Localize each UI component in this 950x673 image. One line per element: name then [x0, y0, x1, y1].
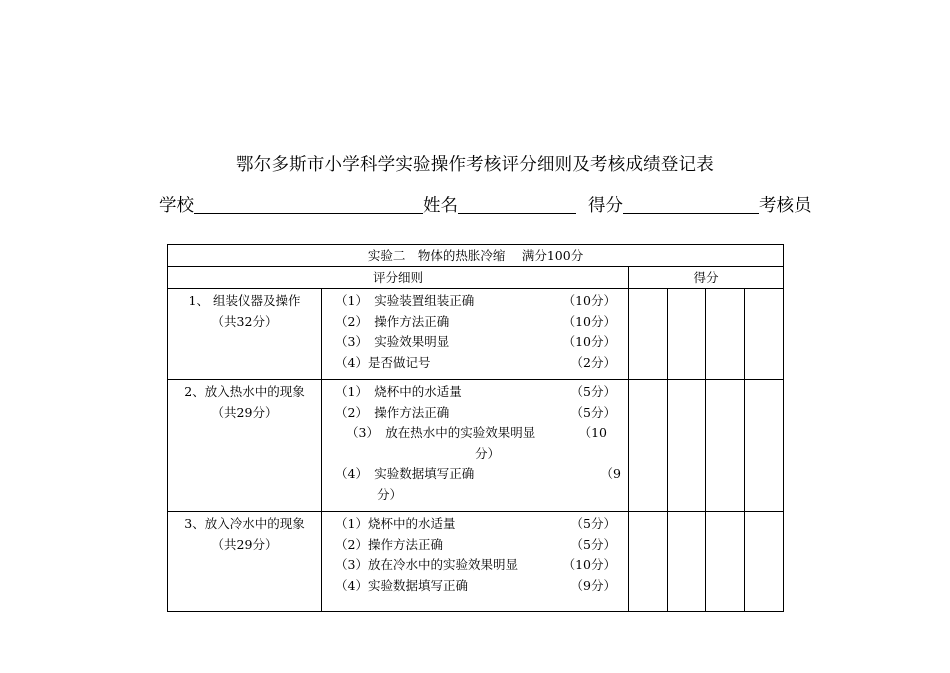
- section-name: 1、 组装仪器及操作: [188, 293, 301, 308]
- score-blank[interactable]: [623, 193, 759, 214]
- list-item: （1） 烧杯中的水适量 （5分）: [335, 384, 616, 399]
- score-cell[interactable]: [706, 380, 745, 512]
- list-item: （4）实验数据填写正确 （9分）: [335, 577, 616, 593]
- list-item: （3）放在冷水中的实验效果明显 （10分）: [335, 557, 616, 572]
- experiment-heading: 实验二 物体的热胀冷缩 满分100分: [168, 245, 784, 267]
- list-item: （1） 实验装置组装正确 （10分）: [335, 293, 616, 308]
- list-item-continuation: 分）: [475, 445, 501, 461]
- score-cell[interactable]: [745, 512, 784, 612]
- section-cell: [168, 289, 322, 380]
- score-label: 得分: [588, 196, 623, 216]
- score-cell[interactable]: [668, 380, 706, 512]
- score-cell[interactable]: [745, 380, 784, 512]
- section-total: （共29分）: [211, 536, 278, 552]
- score-header: 得分: [629, 267, 784, 289]
- school-label: 学校: [159, 196, 194, 216]
- document-title: 鄂尔多斯市小学科学实验操作考核评分细则及考核成绩登记表: [236, 155, 714, 175]
- examiner-label: 考核员: [759, 196, 812, 216]
- criteria-cell: [322, 512, 629, 612]
- list-item-continuation: 分）: [377, 486, 403, 502]
- list-item: （2） 操作方法正确 （5分）: [335, 404, 616, 420]
- score-cell[interactable]: [629, 512, 668, 612]
- score-cell[interactable]: [706, 289, 745, 380]
- list-item: （1）烧杯中的水适量 （5分）: [335, 516, 616, 531]
- section-total: （共32分）: [211, 313, 278, 329]
- section-name: 2、放入热水中的现象: [184, 384, 305, 399]
- name-blank[interactable]: [458, 193, 576, 214]
- table-row: [168, 512, 784, 612]
- school-blank[interactable]: [194, 193, 423, 214]
- score-cell[interactable]: [706, 512, 745, 612]
- list-item: （4）是否做记号 （2分）: [335, 354, 616, 370]
- section-total: （共29分）: [211, 404, 278, 420]
- score-cell[interactable]: [668, 512, 706, 612]
- score-cell[interactable]: [745, 289, 784, 380]
- list-item: （3） 实验效果明显 （10分）: [335, 334, 616, 349]
- list-item: （2） 操作方法正确 （10分）: [335, 313, 616, 329]
- section-cell: [168, 380, 322, 512]
- table-row: [168, 289, 784, 380]
- list-item: （3） 放在热水中的实验效果明显 （10: [346, 425, 607, 440]
- section-cell: [168, 512, 322, 612]
- list-item: （4） 实验数据填写正确 （9: [335, 466, 621, 481]
- score-cell[interactable]: [629, 289, 668, 380]
- criteria-header: 评分细则: [168, 267, 629, 289]
- criteria-cell: [322, 289, 629, 380]
- name-label: 姓名: [423, 196, 458, 216]
- info-line: [159, 192, 812, 217]
- scoring-table: [167, 244, 784, 612]
- score-cell[interactable]: [668, 289, 706, 380]
- section-name: 3、放入冷水中的现象: [184, 516, 305, 531]
- table-row: [168, 380, 784, 512]
- score-cell[interactable]: [629, 380, 668, 512]
- list-item: （2）操作方法正确 （5分）: [335, 536, 616, 552]
- criteria-cell: [322, 380, 629, 512]
